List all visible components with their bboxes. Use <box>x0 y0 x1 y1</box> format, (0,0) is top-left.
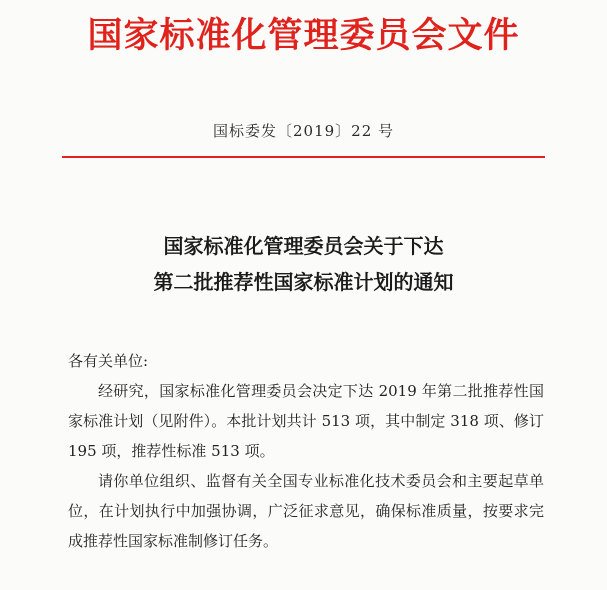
body-paragraph-1: 经研究，国家标准化管理委员会决定下达 2019 年第二批推荐性国家标准计划（见附件）。本批计划共计 513 项，其中制定 318 项、修订 195 项，推荐性标准 513 项。 <box>68 382 544 460</box>
red-divider-line <box>62 156 545 158</box>
document-title-line-2: 第二批推荐性国家标准计划的通知 <box>153 270 454 294</box>
body-paragraph-2: 请你单位组织、监督有关全国专业标准化技术委员会和主要起草单位，在计划执行中加强协调，广泛征求意见，确保标准质量，按要求完成推荐性国家标准制修订任务。 <box>68 472 544 550</box>
addressee: 各有关单位: <box>68 352 149 370</box>
document-title <box>0 228 607 300</box>
document-title-line-1: 国家标准化管理委员会关于下达 <box>163 234 444 258</box>
document-number: 国标委发〔2019〕22 号 <box>212 122 395 140</box>
issuing-authority-title: 国家标准化管理委员会文件 <box>87 16 520 56</box>
document-body <box>68 346 544 556</box>
